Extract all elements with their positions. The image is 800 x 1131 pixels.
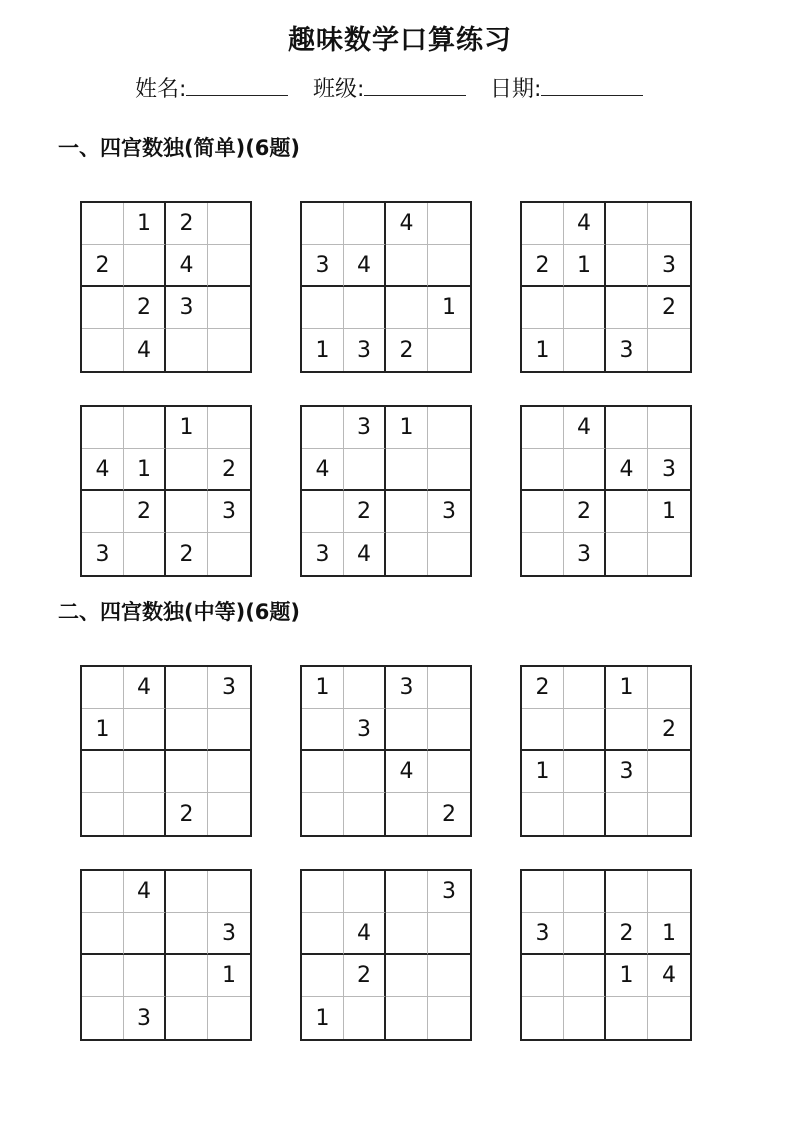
sudoku-cell[interactable]	[428, 449, 470, 491]
sudoku-cell[interactable]	[428, 997, 470, 1039]
sudoku-cell: 2	[82, 245, 124, 287]
sudoku-cell: 3	[606, 751, 648, 793]
sudoku-cell[interactable]	[82, 667, 124, 709]
sudoku-cell[interactable]	[522, 203, 564, 245]
sudoku-cell: 1	[302, 667, 344, 709]
sudoku-grid	[520, 665, 692, 837]
sudoku-cell[interactable]	[606, 709, 648, 751]
section-heading-easy: 一、四宫数独(简单)(6题)	[58, 136, 301, 160]
sudoku-cell[interactable]	[344, 793, 386, 835]
sudoku-cell[interactable]	[606, 533, 648, 575]
sudoku-cell[interactable]	[428, 329, 470, 371]
sudoku-cell[interactable]	[648, 997, 690, 1039]
page-title: 趣味数学口算练习	[288, 25, 512, 56]
sudoku-cell: 4	[648, 955, 690, 997]
sudoku-cell[interactable]	[564, 709, 606, 751]
sudoku-cell[interactable]	[208, 793, 250, 835]
sudoku-cell[interactable]	[302, 913, 344, 955]
sudoku-cell[interactable]	[344, 287, 386, 329]
sudoku-cell[interactable]	[208, 407, 250, 449]
sudoku-cell[interactable]	[344, 667, 386, 709]
sudoku-cell[interactable]	[302, 709, 344, 751]
sudoku-grid	[300, 201, 472, 373]
sudoku-cell[interactable]	[208, 287, 250, 329]
sudoku-cell[interactable]	[302, 871, 344, 913]
sudoku-cell[interactable]	[606, 997, 648, 1039]
sudoku-cell[interactable]	[344, 449, 386, 491]
sudoku-cell[interactable]	[522, 709, 564, 751]
sudoku-grid	[520, 201, 692, 373]
class-blank-line[interactable]	[364, 73, 466, 96]
sudoku-cell: 1	[302, 329, 344, 371]
sudoku-cell: 4	[124, 329, 166, 371]
sudoku-cell[interactable]	[428, 203, 470, 245]
sudoku-cell[interactable]	[124, 793, 166, 835]
sudoku-cell[interactable]	[386, 871, 428, 913]
sudoku-cell: 1	[648, 491, 690, 533]
sudoku-cell[interactable]	[208, 751, 250, 793]
sudoku-cell: 3	[208, 913, 250, 955]
sudoku-cell: 3	[428, 491, 470, 533]
name-field	[135, 72, 288, 103]
sudoku-cell[interactable]	[166, 491, 208, 533]
sudoku-cell[interactable]	[522, 871, 564, 913]
sudoku-cell: 2	[124, 491, 166, 533]
sudoku-cell[interactable]	[302, 751, 344, 793]
sudoku-cell: 3	[166, 287, 208, 329]
sudoku-cell[interactable]	[564, 287, 606, 329]
sudoku-cell[interactable]	[166, 329, 208, 371]
sudoku-cell[interactable]	[522, 287, 564, 329]
sudoku-cell[interactable]	[564, 793, 606, 835]
sudoku-cell: 3	[522, 913, 564, 955]
sudoku-cell[interactable]	[428, 913, 470, 955]
sudoku-cell: 4	[302, 449, 344, 491]
sudoku-cell: 3	[606, 329, 648, 371]
sudoku-cell[interactable]	[82, 793, 124, 835]
sudoku-cell[interactable]	[386, 491, 428, 533]
sudoku-cell: 2	[124, 287, 166, 329]
class-label: 班级:	[313, 77, 365, 102]
sudoku-cell[interactable]	[166, 751, 208, 793]
sudoku-cell: 2	[166, 203, 208, 245]
sudoku-cell[interactable]	[648, 407, 690, 449]
sudoku-cell[interactable]	[208, 329, 250, 371]
sudoku-cell[interactable]	[606, 203, 648, 245]
sudoku-cell: 3	[124, 997, 166, 1039]
sudoku-cell: 1	[166, 407, 208, 449]
sudoku-cell[interactable]	[428, 407, 470, 449]
sudoku-cell[interactable]	[386, 449, 428, 491]
sudoku-cell: 4	[344, 533, 386, 575]
sudoku-cell[interactable]	[386, 793, 428, 835]
sudoku-cell: 1	[386, 407, 428, 449]
sudoku-cell: 1	[606, 955, 648, 997]
sudoku-cell: 2	[208, 449, 250, 491]
sudoku-cell: 4	[82, 449, 124, 491]
sudoku-cell[interactable]	[124, 533, 166, 575]
sudoku-grid	[520, 869, 692, 1041]
sudoku-cell[interactable]	[522, 407, 564, 449]
sudoku-cell[interactable]	[302, 955, 344, 997]
sudoku-cell[interactable]	[648, 329, 690, 371]
sudoku-cell[interactable]	[386, 533, 428, 575]
sudoku-cell[interactable]	[386, 709, 428, 751]
sudoku-cell: 4	[166, 245, 208, 287]
sudoku-cell: 2	[166, 793, 208, 835]
name-label: 姓名:	[135, 77, 187, 102]
sudoku-cell: 3	[208, 491, 250, 533]
sudoku-cell[interactable]	[166, 913, 208, 955]
sudoku-cell[interactable]	[606, 871, 648, 913]
sudoku-cell[interactable]	[564, 449, 606, 491]
sudoku-cell[interactable]	[606, 407, 648, 449]
sudoku-cell[interactable]	[564, 913, 606, 955]
sudoku-cell: 3	[208, 667, 250, 709]
sudoku-grid	[300, 869, 472, 1041]
sudoku-cell[interactable]	[82, 287, 124, 329]
sudoku-cell: 4	[124, 871, 166, 913]
sudoku-cell[interactable]	[522, 449, 564, 491]
sudoku-cell: 3	[648, 245, 690, 287]
sudoku-cell: 4	[386, 203, 428, 245]
sudoku-cell[interactable]	[386, 955, 428, 997]
sudoku-cell[interactable]	[302, 203, 344, 245]
sudoku-cell[interactable]	[344, 997, 386, 1039]
sudoku-cell[interactable]	[302, 793, 344, 835]
sudoku-cell[interactable]	[606, 245, 648, 287]
sudoku-cell[interactable]	[386, 245, 428, 287]
sudoku-cell[interactable]	[166, 871, 208, 913]
sudoku-cell[interactable]	[606, 793, 648, 835]
sudoku-cell: 3	[344, 329, 386, 371]
sudoku-cell[interactable]	[522, 955, 564, 997]
sudoku-cell[interactable]	[344, 871, 386, 913]
sudoku-cell: 4	[564, 407, 606, 449]
sudoku-cell[interactable]	[648, 203, 690, 245]
sudoku-cell[interactable]	[606, 491, 648, 533]
sudoku-cell[interactable]	[82, 751, 124, 793]
sudoku-cell: 1	[428, 287, 470, 329]
sudoku-cell: 4	[344, 245, 386, 287]
sudoku-cell: 3	[386, 667, 428, 709]
sudoku-cell[interactable]	[82, 407, 124, 449]
sudoku-cell[interactable]	[564, 997, 606, 1039]
sudoku-cell[interactable]	[522, 997, 564, 1039]
sudoku-cell[interactable]	[564, 955, 606, 997]
sudoku-cell[interactable]	[124, 407, 166, 449]
section-heading-medium: 二、四宫数独(中等)(6题)	[58, 600, 301, 624]
sudoku-cell: 3	[564, 533, 606, 575]
sudoku-cell[interactable]	[302, 491, 344, 533]
sudoku-cell[interactable]	[428, 245, 470, 287]
sudoku-cell[interactable]	[82, 955, 124, 997]
sudoku-cell[interactable]	[166, 955, 208, 997]
sudoku-cell[interactable]	[166, 997, 208, 1039]
sudoku-cell[interactable]	[302, 407, 344, 449]
sudoku-cell[interactable]	[564, 871, 606, 913]
sudoku-cell: 4	[386, 751, 428, 793]
sudoku-cell: 3	[302, 533, 344, 575]
sudoku-cell[interactable]	[82, 491, 124, 533]
sudoku-cell: 2	[648, 287, 690, 329]
sudoku-cell: 2	[606, 913, 648, 955]
date-blank-line[interactable]	[541, 73, 643, 96]
sudoku-cell: 4	[564, 203, 606, 245]
sudoku-cell[interactable]	[564, 329, 606, 371]
sudoku-cell[interactable]	[522, 491, 564, 533]
sudoku-cell[interactable]	[428, 709, 470, 751]
sudoku-cell[interactable]	[124, 955, 166, 997]
sudoku-cell: 1	[522, 751, 564, 793]
sudoku-cell: 3	[648, 449, 690, 491]
sudoku-cell: 1	[522, 329, 564, 371]
sudoku-cell: 2	[648, 709, 690, 751]
sudoku-cell[interactable]	[564, 667, 606, 709]
sudoku-cell[interactable]	[124, 913, 166, 955]
sudoku-cell: 1	[606, 667, 648, 709]
sudoku-cell: 2	[442, 801, 456, 827]
sudoku-cell[interactable]	[564, 751, 606, 793]
sudoku-cell[interactable]	[344, 203, 386, 245]
date-label: 日期:	[490, 77, 542, 102]
sudoku-cell: 3	[344, 709, 386, 751]
sudoku-cell: 3	[82, 533, 124, 575]
date-field	[490, 72, 643, 103]
sudoku-cell[interactable]	[166, 667, 208, 709]
sudoku-cell[interactable]	[648, 751, 690, 793]
sudoku-cell[interactable]	[82, 203, 124, 245]
sudoku-cell[interactable]	[82, 871, 124, 913]
sudoku-cell[interactable]	[606, 287, 648, 329]
sudoku-cell[interactable]	[522, 793, 564, 835]
sudoku-cell: 2	[386, 329, 428, 371]
sudoku-cell[interactable]	[344, 751, 386, 793]
sudoku-cell[interactable]	[648, 533, 690, 575]
sudoku-cell: 2	[344, 491, 386, 533]
sudoku-grid	[520, 405, 692, 577]
sudoku-cell[interactable]	[428, 533, 470, 575]
sudoku-cell: 2	[522, 245, 564, 287]
sudoku-cell[interactable]	[166, 709, 208, 751]
sudoku-cell: 1	[124, 449, 166, 491]
sudoku-grid	[300, 405, 472, 577]
sudoku-cell[interactable]	[428, 955, 470, 997]
sudoku-cell[interactable]	[166, 449, 208, 491]
sudoku-cell[interactable]	[648, 871, 690, 913]
sudoku-cell: 4	[344, 913, 386, 955]
sudoku-grid	[300, 665, 472, 837]
sudoku-cell[interactable]	[208, 997, 250, 1039]
sudoku-cell[interactable]	[386, 913, 428, 955]
sudoku-grid	[80, 665, 252, 837]
sudoku-cell[interactable]	[648, 667, 690, 709]
sudoku-cell[interactable]	[82, 329, 124, 371]
sudoku-cell[interactable]	[208, 871, 250, 913]
sudoku-cell: 2	[522, 667, 564, 709]
sudoku-cell[interactable]	[208, 245, 250, 287]
sudoku-cell[interactable]	[82, 913, 124, 955]
name-blank-line[interactable]	[186, 73, 288, 96]
class-field	[313, 72, 466, 103]
sudoku-cell: 1	[124, 203, 166, 245]
sudoku-cell[interactable]	[208, 533, 250, 575]
sudoku-cell[interactable]	[648, 793, 690, 835]
sudoku-cell: 2	[564, 491, 606, 533]
sudoku-cell[interactable]	[302, 287, 344, 329]
sudoku-cell: 3	[344, 407, 386, 449]
sudoku-cell: 1	[208, 955, 250, 997]
sudoku-cell: 1	[648, 913, 690, 955]
sudoku-cell: 1	[564, 245, 606, 287]
sudoku-cell: 4	[124, 667, 166, 709]
sudoku-cell[interactable]	[124, 709, 166, 751]
sudoku-cell: 3	[428, 871, 470, 913]
sudoku-cell[interactable]	[428, 751, 470, 793]
sudoku-grid	[80, 201, 252, 373]
sudoku-cell: 2	[344, 955, 386, 997]
sudoku-cell: 1	[82, 709, 124, 751]
sudoku-cell[interactable]	[428, 667, 470, 709]
sudoku-cell[interactable]	[124, 245, 166, 287]
sudoku-cell: 3	[302, 245, 344, 287]
sudoku-cell[interactable]	[386, 287, 428, 329]
sudoku-cell[interactable]	[82, 997, 124, 1039]
sudoku-cell[interactable]	[208, 203, 250, 245]
sudoku-grid	[80, 869, 252, 1041]
sudoku-cell[interactable]	[124, 751, 166, 793]
sudoku-cell: 1	[302, 997, 344, 1039]
sudoku-cell[interactable]	[386, 997, 428, 1039]
sudoku-cell[interactable]	[208, 709, 250, 751]
sudoku-cell: 2	[166, 533, 208, 575]
sudoku-cell: 4	[606, 449, 648, 491]
sudoku-cell[interactable]	[522, 533, 564, 575]
sudoku-grid	[80, 405, 252, 577]
